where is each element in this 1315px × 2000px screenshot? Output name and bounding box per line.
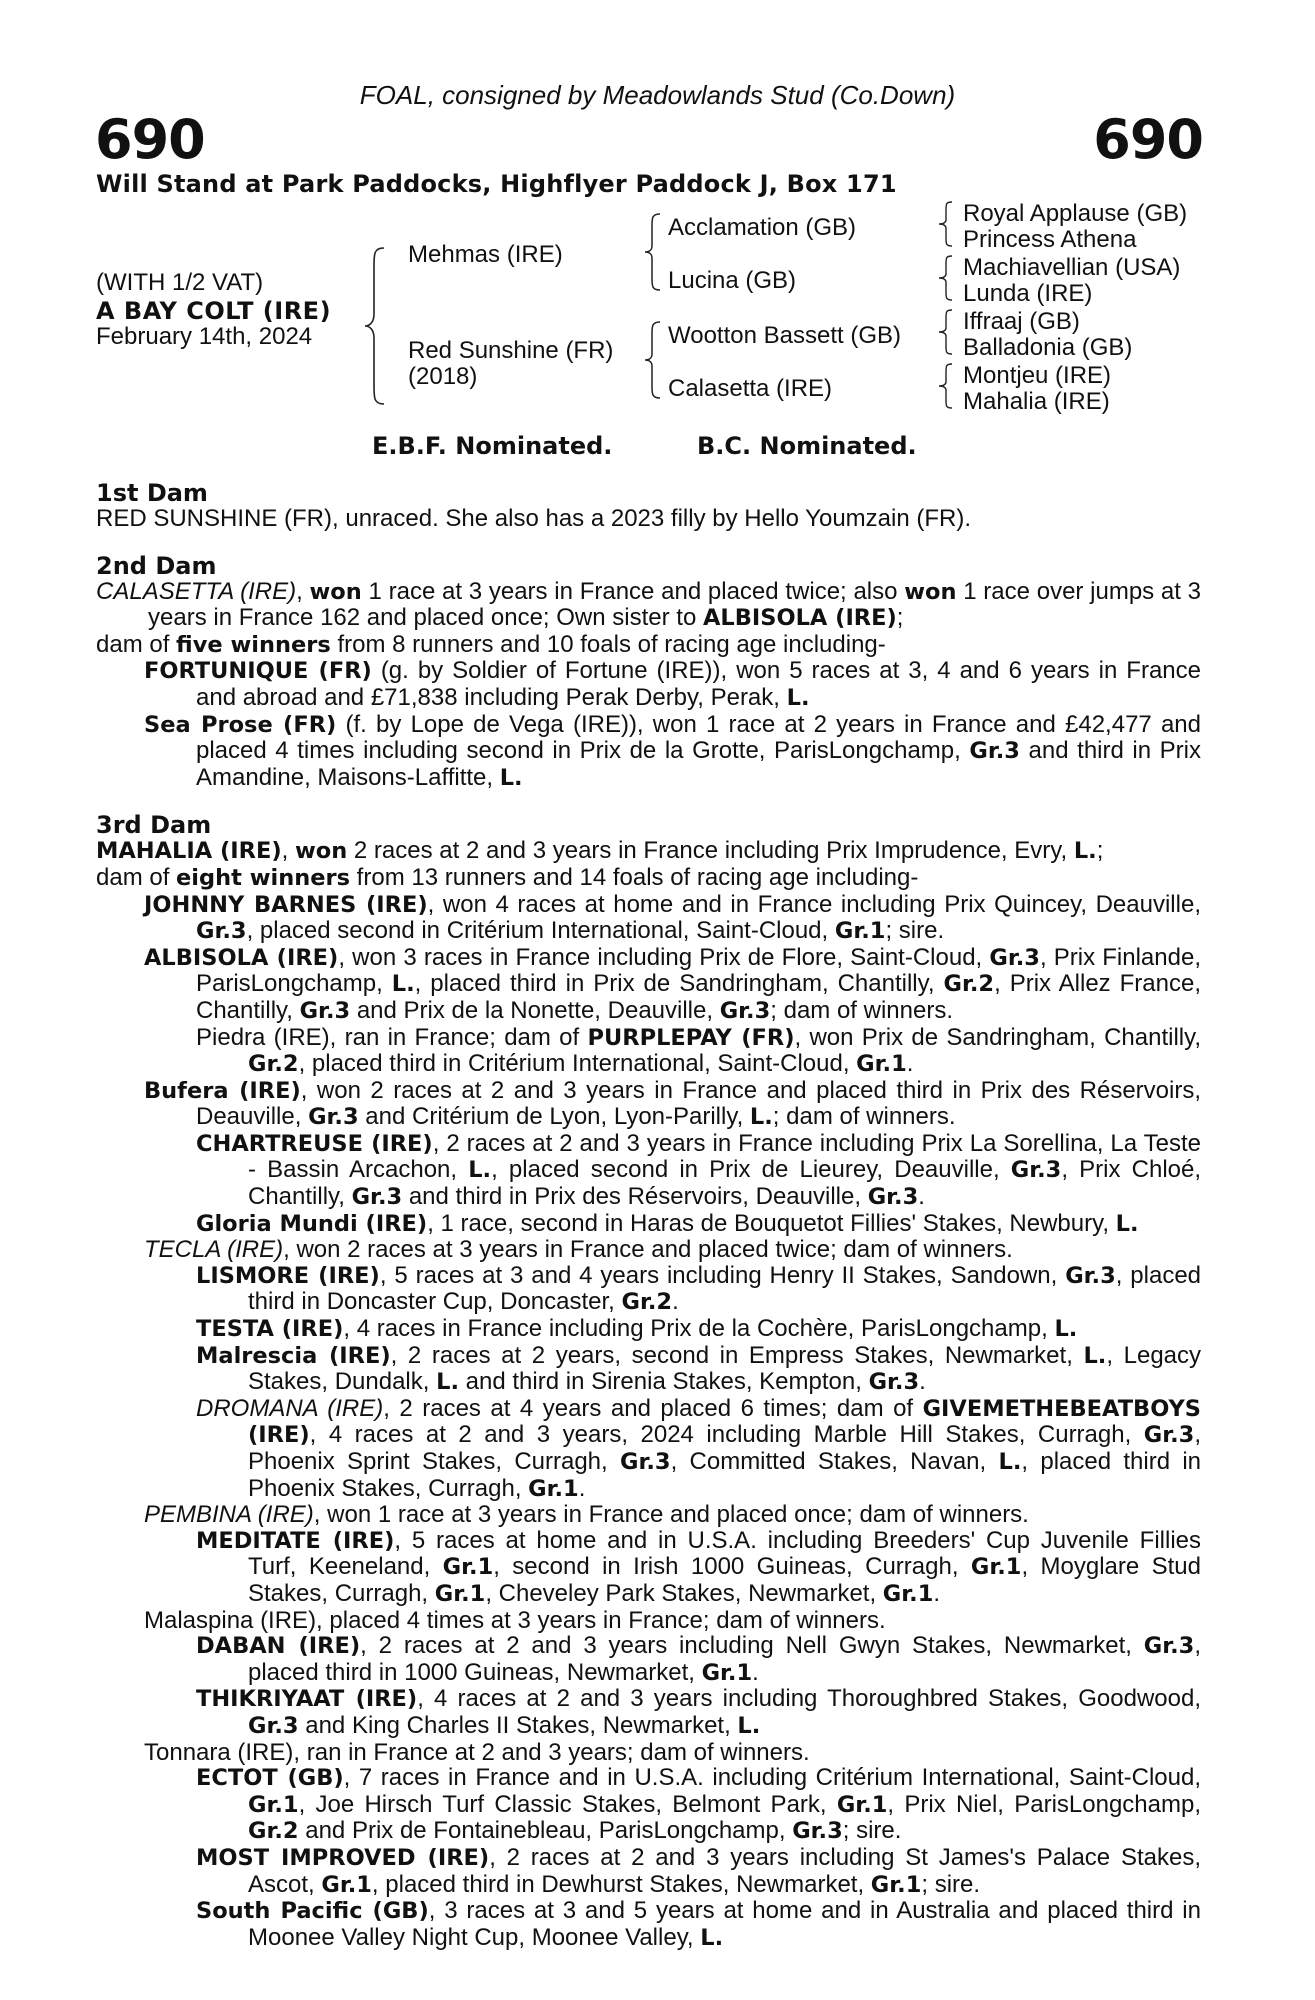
great-grandparent-3: Machiavellian (USA) xyxy=(963,254,1181,281)
grandsire-2: Wootton Bassett (GB) xyxy=(668,322,901,349)
produce-albisola: ALBISOLA (IRE), won 3 races in France including Prix de Flore, Saint-Cloud, Gr.3, Prix Finlande, ParisLongchamp, L., placed third in Prix de Sandringham, Chantilly, Gr.2, Prix Allez France, Chantilly, Gr.3 and Prix de la Nonette, Deauville, Gr.3; dam of winners. xyxy=(144,943,1202,1024)
great-grandparent-2: Princess Athena xyxy=(963,226,1137,253)
gg-brace-3 xyxy=(936,308,956,361)
catalogue-body xyxy=(96,480,1201,1951)
produce-pembina: PEMBINA (IRE), won 1 race at 3 years in France and placed once; dam of winners. xyxy=(144,1501,1029,1529)
grandsire-1: Acclamation (GB) xyxy=(668,214,857,241)
consignor-line: FOAL, consigned by Meadowlands Stud (Co.Down) xyxy=(359,80,956,110)
produce-testa: TESTA (IRE), 4 races in France including Prix de la Cochère, ParisLongchamp, L. xyxy=(196,1315,1078,1343)
great-grandparent-8: Mahalia (IRE) xyxy=(963,388,1110,415)
gg-brace-4 xyxy=(936,362,956,415)
bc-nomination: B.C. Nominated. xyxy=(697,432,917,460)
produce-gloria-mundi: Gloria Mundi (IRE), 1 race, second in Haras de Bouquetot Fillies' Stakes, Newbury, L. xyxy=(196,1209,1139,1237)
produce-sea-prose: Sea Prose (FR) (f. by Lope de Vega (IRE)), won 1 race at 2 years in France and £42,477 and placed 4 times including second in Prix de la Grotte, ParisLongchamp, Gr.3 and third in Prix Amandine, Maisons-Laffitte, L. xyxy=(144,710,1202,791)
produce-lismore: LISMORE (IRE), 5 races at 3 and 4 years including Henry II Stakes, Sandown, Gr.3, placed third in Doncaster Cup, Doncaster, Gr.2. xyxy=(196,1261,1202,1316)
third-dam-entry: MAHALIA (IRE), won 2 races at 2 and 3 years in France including Prix Imprudence, Evry, L.; xyxy=(96,837,1104,865)
second-dam-produce-summary: dam of five winners from 8 runners and 10 foals of racing age including- xyxy=(96,630,886,658)
great-grandparent-1: Royal Applause (GB) xyxy=(963,200,1188,227)
gg-brace-2 xyxy=(936,254,956,307)
produce-johnny-barnes: JOHNNY BARNES (IRE), won 4 races at home and in France including Prix Quincey, Deauville, Gr.3, placed second in Critérium International, Saint-Cloud, Gr.1; sire. xyxy=(144,890,1201,945)
sire-brace xyxy=(642,212,664,297)
gg-brace-4-icon xyxy=(936,362,956,410)
main-brace-icon xyxy=(362,246,390,406)
produce-ectot: ECTOT (GB), 7 races in France and in U.S.A. including Critérium International, Saint-Cloud, Gr.1, Joe Hirsch Turf Classic Stakes, Belmont Park, Gr.1, Prix Niel, ParisLongchamp, Gr.2 and Prix de Fontainebleau, ParisLongchamp, Gr.3; sire. xyxy=(196,1764,1201,1845)
produce-daban: DABAN (IRE), 2 races at 2 and 3 years including Nell Gwyn Stakes, Newmarket, Gr.3, placed third in 1000 Guineas, Newmarket, Gr.1. xyxy=(196,1632,1202,1686)
dam-name: Red Sunshine (FR) xyxy=(408,337,614,364)
produce-tecla: TECLA (IRE), won 2 races at 3 years in France and placed twice; dam of winners. xyxy=(144,1236,1013,1264)
produce-tonnara: Tonnara (IRE), ran in France at 2 and 3 years; dam of winners. xyxy=(144,1738,810,1766)
ebf-nomination: E.B.F. Nominated. xyxy=(372,432,613,460)
sire-name: Mehmas (IRE) xyxy=(408,241,563,268)
dam-brace xyxy=(642,320,664,405)
first-dam-text: RED SUNSHINE (FR), unraced. She also has a 2023 filly by Hello Youmzain (FR). xyxy=(96,505,972,532)
foaling-date: February 14th, 2024 xyxy=(96,323,313,350)
produce-bufera: Bufera (IRE), won 2 races at 2 and 3 years in France and placed third in Prix des Réservoirs, Deauville, Gr.3 and Critérium de Lyon, Lyon-Parilly, L.; dam of winners. xyxy=(144,1076,1202,1131)
produce-thikriyaat: THIKRIYAAT (IRE), 4 races at 2 and 3 years including Thoroughbred Stakes, Goodwood, Gr.3 and King Charles II Stakes, Newmarket, L. xyxy=(196,1685,1202,1739)
horse-name: A BAY COLT (IRE) xyxy=(96,297,332,325)
produce-malrescia: Malrescia (IRE), 2 races at 2 years, second in Empress Stakes, Newmarket, L., Legacy Stakes, Dundalk, L. and third in Sirenia Stakes, Kempton, Gr.3. xyxy=(196,1341,1202,1396)
great-grandparent-5: Iffraaj (GB) xyxy=(963,308,1080,335)
standing-location: Will Stand at Park Paddocks, Highflyer Paddock J, Box 171 xyxy=(96,170,897,198)
granddam-2: Calasetta (IRE) xyxy=(668,375,833,402)
gg-brace-3-icon xyxy=(936,308,956,356)
produce-south-pacific: South Pacific (GB), 3 races at 3 and 5 years at home and in Australia and placed third in Moonee Valley Night Cup, Moonee Valley, L. xyxy=(196,1897,1201,1951)
sire-brace-icon xyxy=(642,212,664,292)
pedigree-main-brace xyxy=(362,246,390,411)
produce-dromana: DROMANA (IRE), 2 races at 4 years and placed 6 times; dam of GIVEMETHEBEATBOYS (IRE), 4 races at 2 and 3 years, 2024 including Marble Hill Stakes, Curragh, Gr.3, Phoenix Sprint Stakes, Curragh, Gr.3, Committed Stakes, Navan, L., placed third in Phoenix Stakes, Curragh, Gr.1. xyxy=(196,1394,1202,1502)
lot-number-right: 690 xyxy=(1093,108,1203,171)
first-dam-heading: 1st Dam xyxy=(96,479,208,507)
second-dam-entry: CALASETTA (IRE), won 1 race at 3 years in France and placed twice; also won 1 race over jumps at 3 years in France 162 and placed once; Own sister to ALBISOLA (IRE); xyxy=(96,577,1202,632)
great-grandparent-6: Balladonia (GB) xyxy=(963,334,1133,361)
dam-brace-icon xyxy=(642,320,664,400)
great-grandparent-4: Lunda (IRE) xyxy=(963,280,1093,307)
produce-chartreuse: CHARTREUSE (IRE), 2 races at 2 and 3 years in France including Prix La Sorellina, La Teste - Bassin Arcachon, L., placed second in Prix de Lieurey, Deauville, Gr.3, Prix Chloé, Chantilly, Gr.3 and third in Prix des Réservoirs, Deauville, Gr.3. xyxy=(196,1129,1202,1211)
produce-most-improved: MOST IMPROVED (IRE), 2 races at 2 and 3 years including St James's Palace Stakes, Ascot, Gr.1, placed third in Dewhurst Stakes, Newmarket, Gr.1; sire. xyxy=(196,1843,1201,1898)
dam-year: (2018) xyxy=(408,363,478,390)
produce-fortunique: FORTUNIQUE (FR) (g. by Soldier of Fortune (IRE)), won 5 races at 3, 4 and 6 years in France and abroad and £71,838 including Perak Derby, Perak, L. xyxy=(144,657,1201,711)
lot-number-left: 690 xyxy=(95,108,205,171)
third-dam-heading: 3rd Dam xyxy=(96,811,212,840)
granddam-1: Lucina (GB) xyxy=(668,267,797,294)
third-dam-produce-summary: dam of eight winners from 13 runners and 14 foals of racing age including- xyxy=(96,863,919,891)
great-grandparent-7: Montjeu (IRE) xyxy=(963,362,1112,389)
produce-meditate: MEDITATE (IRE), 5 races at home and in U.S.A. including Breeders' Cup Juvenile Fillies Turf, Keeneland, Gr.1, second in Irish 1000 Guineas, Curragh, Gr.1, Moyglare Stud Stakes, Curragh, Gr.1, Cheveley Park Stakes, Newmarket, Gr.1. xyxy=(196,1526,1201,1607)
second-dam-heading: 2nd Dam xyxy=(96,551,217,580)
gg-brace-1 xyxy=(936,200,956,253)
vat-note: (WITH 1/2 VAT) xyxy=(96,269,264,296)
produce-malaspina: Malaspina (IRE), placed 4 times at 3 years in France; dam of winners. xyxy=(144,1606,886,1634)
gg-brace-2-icon xyxy=(936,254,956,302)
produce-piedra: Piedra (IRE), ran in France; dam of PURPLEPAY (FR), won Prix de Sandringham, Chantilly, Gr.2, placed third in Critérium International, Saint-Cloud, Gr.1. xyxy=(196,1023,1201,1078)
gg-brace-1-icon xyxy=(936,200,956,248)
